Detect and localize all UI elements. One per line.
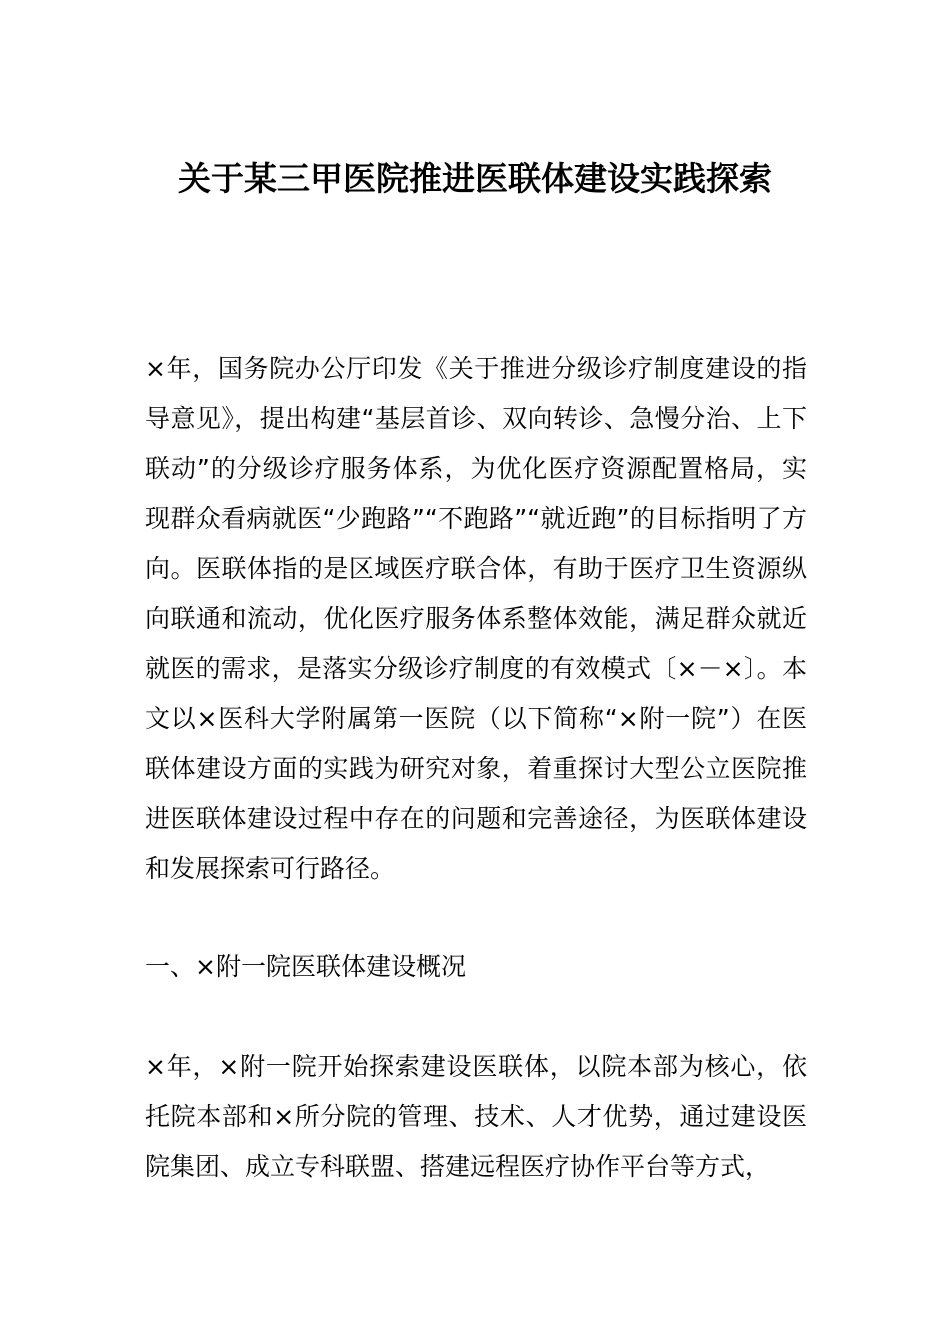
- document-title: 关于某三甲医院推进医联体建设实践探索: [178, 159, 772, 198]
- section-heading: 一、×附一院医联体建设概况: [145, 952, 466, 981]
- paragraph-overview: ×年，×附一院开始探索建设医联体，以院本部为核心，依托院本部和×所分院的管理、技术、人才优势，通过建设医院集团、成立专科联盟、搭建远程医疗协作平台等方式，: [145, 1052, 807, 1181]
- paragraph-intro: ×年，国务院办公厅印发《关于推进分级诊疗制度建设的指导意见》，提出构建“基层首诊、双向转诊、急慢分治、上下联动”的分级诊疗服务体系，为优化医疗资源配置格局，实现群众看病就医“少跑路”“不跑路”“就近跑”的目标指明了方向。医联体指的是区域医疗联合体，有助于医疗卫生资源纵向联通和流动，优化医疗服务体系整体效能，满足群众就近就医的需求，是落实分级诊疗制度的有效模式〔×－×〕。本文以×医科大学附属第一医院（以下简称“×附一院”）在医联体建设方面的实践为研究对象，着重探讨大型公立医院推进医联体建设过程中存在的问题和完善途径，为医联体建设和发展探索可行路径。: [145, 354, 807, 883]
